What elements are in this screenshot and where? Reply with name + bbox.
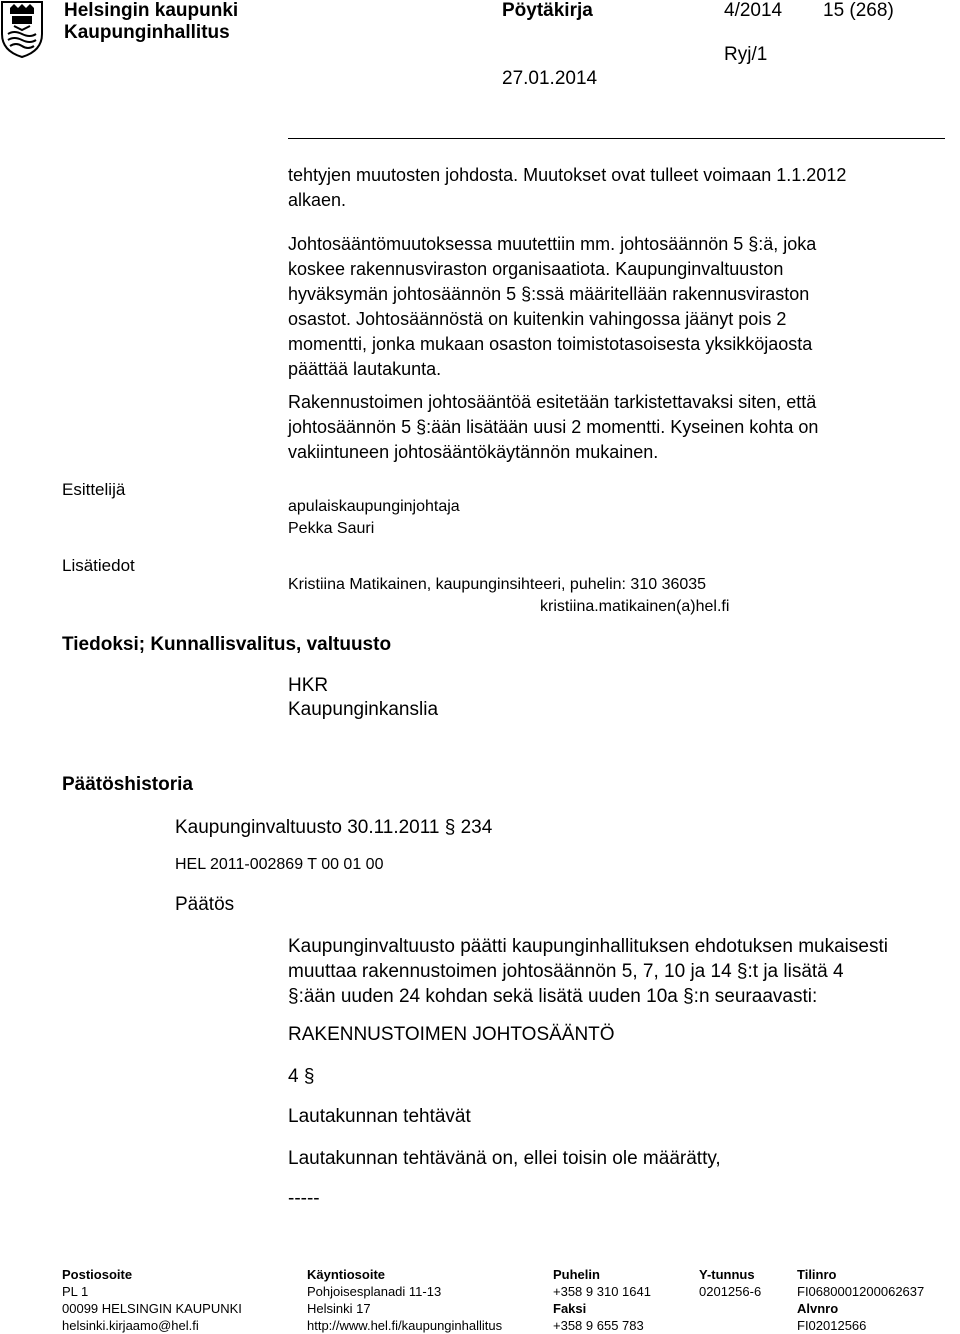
text-line: vakiintuneen johtosääntökäytännön mukainen. [288, 442, 659, 462]
text-line: hyväksymän johtosäännön 5 §:ssä määritellään rakennusviraston [288, 284, 810, 304]
footer-web-link[interactable]: http://www.hel.fi/kaupunginhallitus [307, 1318, 503, 1333]
history-meeting: Kaupunginvaltuusto 30.11.2011 § 234 [175, 817, 493, 838]
body-name: Kaupunginhallitus [64, 22, 230, 43]
footer-value: +358 9 310 1641 [553, 1284, 651, 1299]
footer-business-id [699, 1266, 761, 1300]
doc-number: 4/2014 [724, 0, 783, 21]
contact-line: Kristiina Matikainen, kaupunginsihteeri, puhelin: 310 36035 [288, 576, 707, 593]
doc-type: Pöytäkirja [502, 0, 593, 21]
footer-label: Y-tunnus [699, 1267, 755, 1282]
contact-email: kristiina.matikainen(a)hel.fi [540, 598, 730, 615]
footer-value: PL 1 [62, 1284, 89, 1299]
section-code: Ryj/1 [724, 44, 768, 65]
footer-postal-address [62, 1266, 242, 1334]
text-line: osastot. Johtosäännöstä on kuitenkin vahingossa jäänyt pois 2 [288, 309, 787, 329]
footer-value: FI02012566 [797, 1318, 867, 1333]
footer-label: Käyntiosoite [307, 1267, 386, 1282]
footer-value: 00099 HELSINGIN KAUPUNKI [62, 1301, 242, 1316]
footer-label: Faksi [553, 1301, 587, 1316]
text-line: momentti, jonka mukaan osaston toimistotasoisesta yksikköjaosta [288, 334, 813, 354]
footer-phone [553, 1266, 651, 1334]
presenter-label: Esittelijä [62, 480, 126, 499]
footer-label: Alvnro [797, 1301, 839, 1316]
org-name: Helsingin kaupunki [64, 0, 239, 21]
text-line: muuttaa rakennustoimen johtosäännön 5, 7, 10 ja 14 §:t ja lisätä 4 [288, 961, 844, 982]
text-line: tehtyjen muutosten johdosta. Muutokset ovat tulleet voimaan 1.1.2012 [288, 165, 847, 185]
presenter-title: apulaiskaupunginjohtaja [288, 498, 460, 515]
additional-info-label: Lisätiedot [62, 556, 135, 575]
presenter-name: Pekka Sauri [288, 520, 375, 537]
helsinki-crest-logo [0, 0, 44, 58]
rule-text: Lautakunnan tehtävänä on, ellei toisin ole määrätty, [288, 1148, 721, 1169]
footer-value: +358 9 655 783 [553, 1318, 644, 1333]
text-line: Kaupunginvaltuusto päätti kaupunginhallituksen ehdotuksen mukaisesti [288, 936, 888, 957]
text-line: Rakennustoimen johtosääntöä esitetään tarkistettavaksi siten, että [288, 392, 817, 412]
rule-heading: RAKENNUSTOIMEN JOHTOSÄÄNTÖ [288, 1024, 615, 1045]
rule-subheading: Lautakunnan tehtävät [288, 1106, 471, 1127]
paragraph-2 [288, 232, 816, 382]
text-line: Johtosääntömuutoksessa muutettiin mm. johtosäännön 5 §:ä, joka [288, 234, 817, 254]
footer-value: Helsinki 17 [307, 1301, 371, 1316]
footer-label: Tilinro [797, 1267, 837, 1282]
text-line: johtosäännön 5 §:ään lisätään uusi 2 momentti. Kyseinen kohta on [288, 417, 819, 437]
notification-label: Tiedoksi; Kunnallisvalitus, valtuusto [62, 634, 392, 655]
text-line: §:ään uuden 24 kohdan sekä lisätä uuden 10a §:n seuraavasti: [288, 986, 818, 1007]
recipient: Kaupunginkanslia [288, 699, 439, 720]
meeting-date: 27.01.2014 [502, 68, 598, 89]
header-divider [288, 138, 945, 139]
footer-visiting-address [307, 1266, 502, 1334]
footer-email-link[interactable]: helsinki.kirjaamo@hel.fi [62, 1318, 199, 1333]
footer-value: FI0680001200062637 [797, 1284, 925, 1299]
decision-text [288, 934, 888, 1009]
recipient: HKR [288, 675, 329, 696]
text-line: koskee rakennusviraston organisaatiota. Kaupunginvaltuuston [288, 259, 784, 279]
footer-account [797, 1266, 924, 1334]
rule-section: 4 § [288, 1066, 315, 1087]
paragraph-1 [288, 163, 846, 213]
footer-value: 0201256-6 [699, 1284, 762, 1299]
text-line: alkaen. [288, 190, 347, 210]
footer-label: Puhelin [553, 1267, 600, 1282]
page-number: 15 (268) [823, 0, 894, 21]
footer-label: Postiosoite [62, 1267, 133, 1282]
footer-value: Pohjoisesplanadi 11-13 [307, 1284, 442, 1299]
history-reference: HEL 2011-002869 T 00 01 00 [175, 856, 384, 873]
paragraph-3 [288, 390, 818, 465]
decision-history-heading: Päätöshistoria [62, 774, 193, 795]
rule-dashes: ----- [288, 1188, 320, 1209]
decision-label: Päätös [175, 894, 235, 915]
text-line: päättää lautakunta. [288, 359, 442, 379]
